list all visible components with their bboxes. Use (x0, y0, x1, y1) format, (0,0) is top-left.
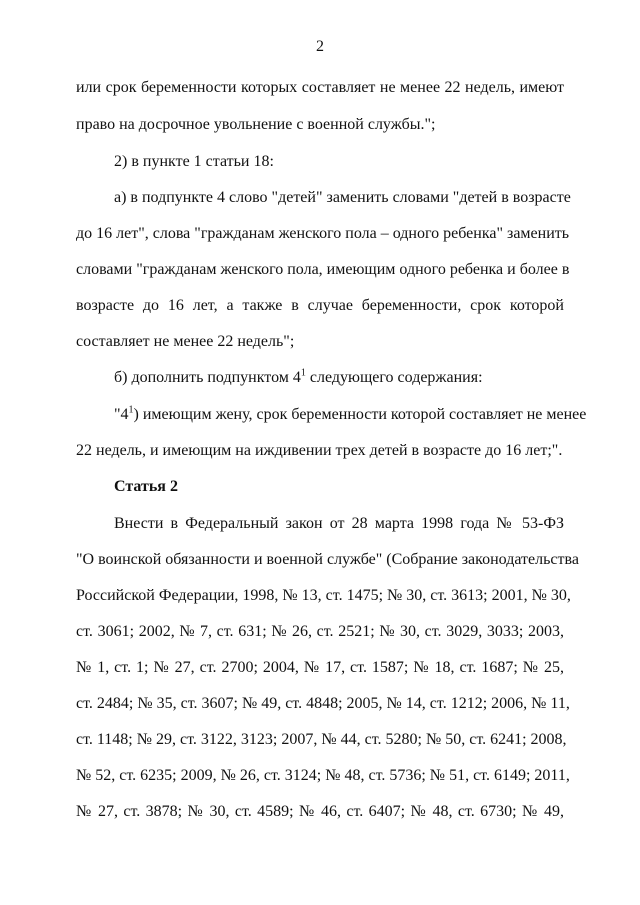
text-fragment: б) дополнить подпунктом 4 (114, 369, 301, 386)
page-number: 2 (316, 38, 324, 55)
text-line: ст. 2484; № 35, ст. 3607; № 49, ст. 4848; 2005, № 14, ст. 1212; 2006, № 11, (76, 695, 570, 712)
text-line: Внести в Федеральный закон от 28 марта 1998 года № 53-ФЗ (114, 515, 564, 532)
text-line: 2) в пункте 1 статьи 18: (114, 153, 274, 170)
text-line: "О воинской обязанности и военной службе" (Собрание законодательства (76, 551, 579, 568)
text-fragment: следующего содержания: (305, 369, 483, 386)
text-line: а) в подпункте 4 слово "детей" заменить словами "детей в возрасте (114, 189, 571, 206)
text-line: 22 недель, и имеющим на иждивении трех детей в возрасте до 16 лет;". (76, 442, 563, 459)
text-line (114, 404, 587, 425)
text-line: № 1, ст. 1; № 27, ст. 2700; 2004, № 17, ст. 1587; № 18, ст. 1687; № 25, (76, 659, 564, 676)
text-fragment: "4 (114, 406, 129, 423)
text-line: словами "гражданам женского пола, имеющим одного ребенка и более в (76, 261, 570, 278)
text-line: или срок беременности которых составляет не менее 22 недель, имеют (76, 79, 564, 96)
text-line: до 16 лет", слова "гражданам женского пола – одного ребенка" заменить (76, 225, 570, 242)
text-line: право на досрочное увольнение с военной службы."; (76, 116, 436, 133)
text-line: составляет не менее 22 недель"; (76, 333, 295, 350)
text-line: ст. 1148; № 29, ст. 3122, 3123; 2007, № 44, ст. 5280; № 50, ст. 6241; 2008, (76, 731, 567, 748)
article-heading: Статья 2 (114, 478, 178, 495)
text-line: Российской Федерации, 1998, № 13, ст. 1475; № 30, ст. 3613; 2001, № 30, (76, 587, 571, 604)
text-line: возрасте до 16 лет, а также в случае беременности, срок которой (76, 297, 564, 314)
text-fragment: ) имеющим жену, срок беременности которой составляет не менее (133, 406, 587, 423)
text-line: ст. 3061; 2002, № 7, ст. 631; № 26, ст. 2521; № 30, ст. 3029, 3033; 2003, (76, 623, 564, 640)
text-line (114, 368, 564, 388)
text-line: № 52, ст. 6235; 2009, № 26, ст. 3124; № 48, ст. 5736; № 51, ст. 6149; 2011, (76, 767, 570, 784)
superscript: 1 (300, 367, 306, 379)
superscript: 1 (128, 404, 134, 416)
text-line: № 27, ст. 3878; № 30, ст. 4589; № 46, ст. 6407; № 48, ст. 6730; № 49, (76, 803, 564, 820)
